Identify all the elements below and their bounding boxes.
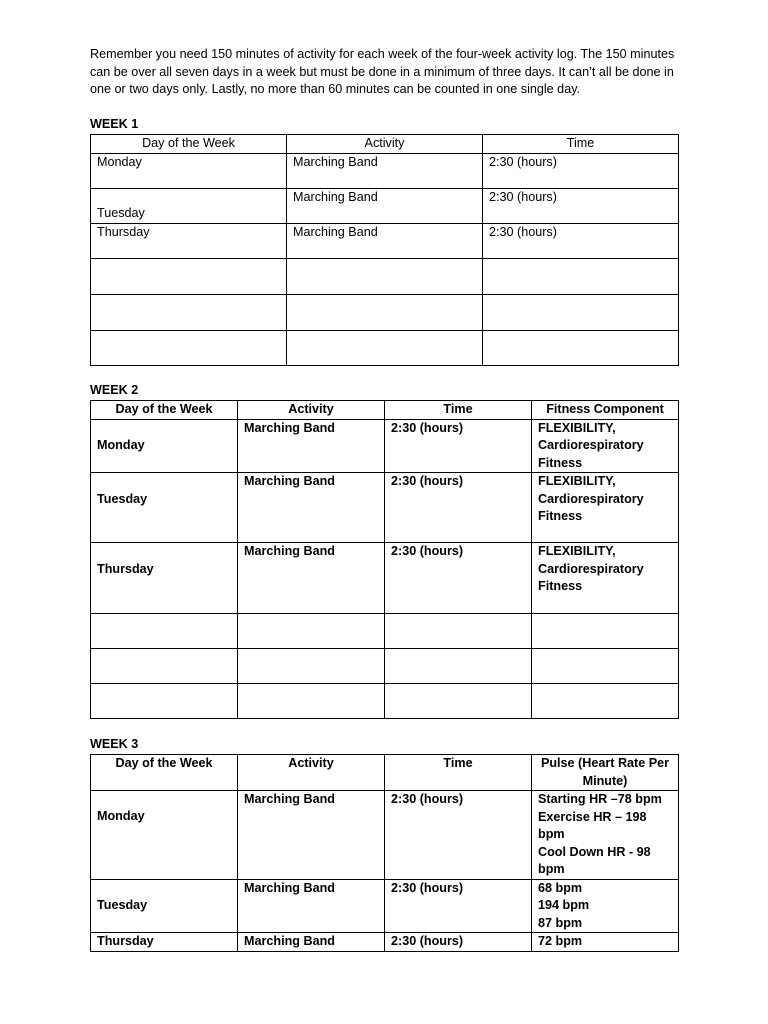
- empty-row: [91, 330, 679, 365]
- cell-activity: Marching Band: [238, 791, 385, 880]
- table-row: [91, 933, 679, 952]
- header-fitness-component: Fitness Component: [532, 401, 679, 420]
- week-2-table: [90, 400, 679, 719]
- cell-activity: Marching Band: [238, 933, 385, 952]
- empty-row: [91, 614, 679, 649]
- pulse-cooldown: 87 bpm: [538, 915, 583, 930]
- cell-day: Thursday: [91, 543, 238, 614]
- cell-fitness-component: FLEXIBILITY, Cardiorespiratory Fitness: [532, 543, 679, 614]
- header-time: Time: [483, 135, 679, 154]
- table-row: [91, 223, 679, 258]
- week-3-table: [90, 754, 679, 952]
- cell-day: Tuesday: [91, 879, 238, 933]
- header-day: Day of the Week: [91, 401, 238, 420]
- table-row: [91, 153, 679, 188]
- header-pulse: Pulse (Heart Rate Per Minute): [532, 755, 679, 791]
- cell-fitness-component: FLEXIBILITY, Cardiorespiratory Fitness: [532, 419, 679, 473]
- week-2-heading: WEEK 2: [90, 383, 139, 397]
- cell-activity: Marching Band: [238, 543, 385, 614]
- empty-row: [91, 258, 679, 294]
- pulse-starting: Starting HR –78 bpm: [538, 792, 662, 806]
- cell-time: 2:30 (hours): [483, 188, 679, 223]
- header-time: Time: [385, 755, 532, 791]
- week-3-heading: WEEK 3: [90, 737, 139, 751]
- cell-activity: Marching Band: [238, 879, 385, 933]
- header-day: Day of the Week: [91, 755, 238, 791]
- cell-time: 2:30 (hours): [385, 543, 532, 614]
- pulse-exercise: Exercise HR – 198 bpm: [538, 809, 647, 841]
- header-activity: Activity: [238, 401, 385, 420]
- cell-activity: Marching Band: [287, 223, 483, 258]
- cell-activity: Marching Band: [238, 419, 385, 473]
- cell-pulse: 72 bpm: [532, 933, 679, 952]
- week-1-heading: WEEK 1: [90, 117, 139, 131]
- cell-day: Thursday: [91, 933, 238, 952]
- cell-activity: Marching Band: [287, 153, 483, 188]
- table-row: [91, 879, 679, 933]
- cell-time: 2:30 (hours): [385, 419, 532, 473]
- cell-time: 2:30 (hours): [385, 933, 532, 952]
- week-1-table: [90, 134, 679, 366]
- table-header-row: [91, 135, 679, 154]
- cell-activity: Marching Band: [287, 188, 483, 223]
- cell-pulse: [532, 791, 679, 880]
- intro-paragraph: Remember you need 150 minutes of activity for each week of the four-week activity log. The 150 minutes can be over all seven days in a week but must be done in a minimum of three days. It can’t all be done in one or two days only. Lastly, no more than 60 minutes can be counted in one single day.: [90, 47, 675, 96]
- pulse-exercise: 194 bpm: [538, 898, 590, 912]
- header-activity: Activity: [287, 135, 483, 154]
- cell-day: Monday: [91, 791, 238, 880]
- empty-row: [91, 684, 679, 719]
- empty-row: [91, 294, 679, 330]
- cell-day: Monday: [91, 419, 238, 473]
- cell-day: Monday: [91, 153, 287, 188]
- table-row: [91, 188, 679, 223]
- cell-day: Thursday: [91, 223, 287, 258]
- cell-activity: Marching Band: [238, 473, 385, 543]
- pulse-starting: 68 bpm: [538, 880, 583, 895]
- table-row: [91, 543, 679, 614]
- table-row: [91, 419, 679, 473]
- cell-day: Tuesday: [91, 188, 287, 223]
- header-activity: Activity: [238, 755, 385, 791]
- cell-day: Tuesday: [91, 473, 238, 543]
- cell-time: 2:30 (hours): [385, 791, 532, 880]
- cell-fitness-component: FLEXIBILITY, Cardiorespiratory Fitness: [532, 473, 679, 543]
- cell-pulse: [532, 879, 679, 933]
- cell-time: 2:30 (hours): [385, 473, 532, 543]
- cell-time: 2:30 (hours): [483, 223, 679, 258]
- table-row: [91, 473, 679, 543]
- cell-time: 2:30 (hours): [483, 153, 679, 188]
- header-day: Day of the Week: [91, 135, 287, 154]
- pulse-cooldown: Cool Down HR - 98 bpm: [538, 844, 651, 876]
- empty-row: [91, 649, 679, 684]
- cell-time: 2:30 (hours): [385, 879, 532, 933]
- header-time: Time: [385, 401, 532, 420]
- table-header-row: [91, 755, 679, 791]
- table-header-row: [91, 401, 679, 420]
- table-row: [91, 791, 679, 880]
